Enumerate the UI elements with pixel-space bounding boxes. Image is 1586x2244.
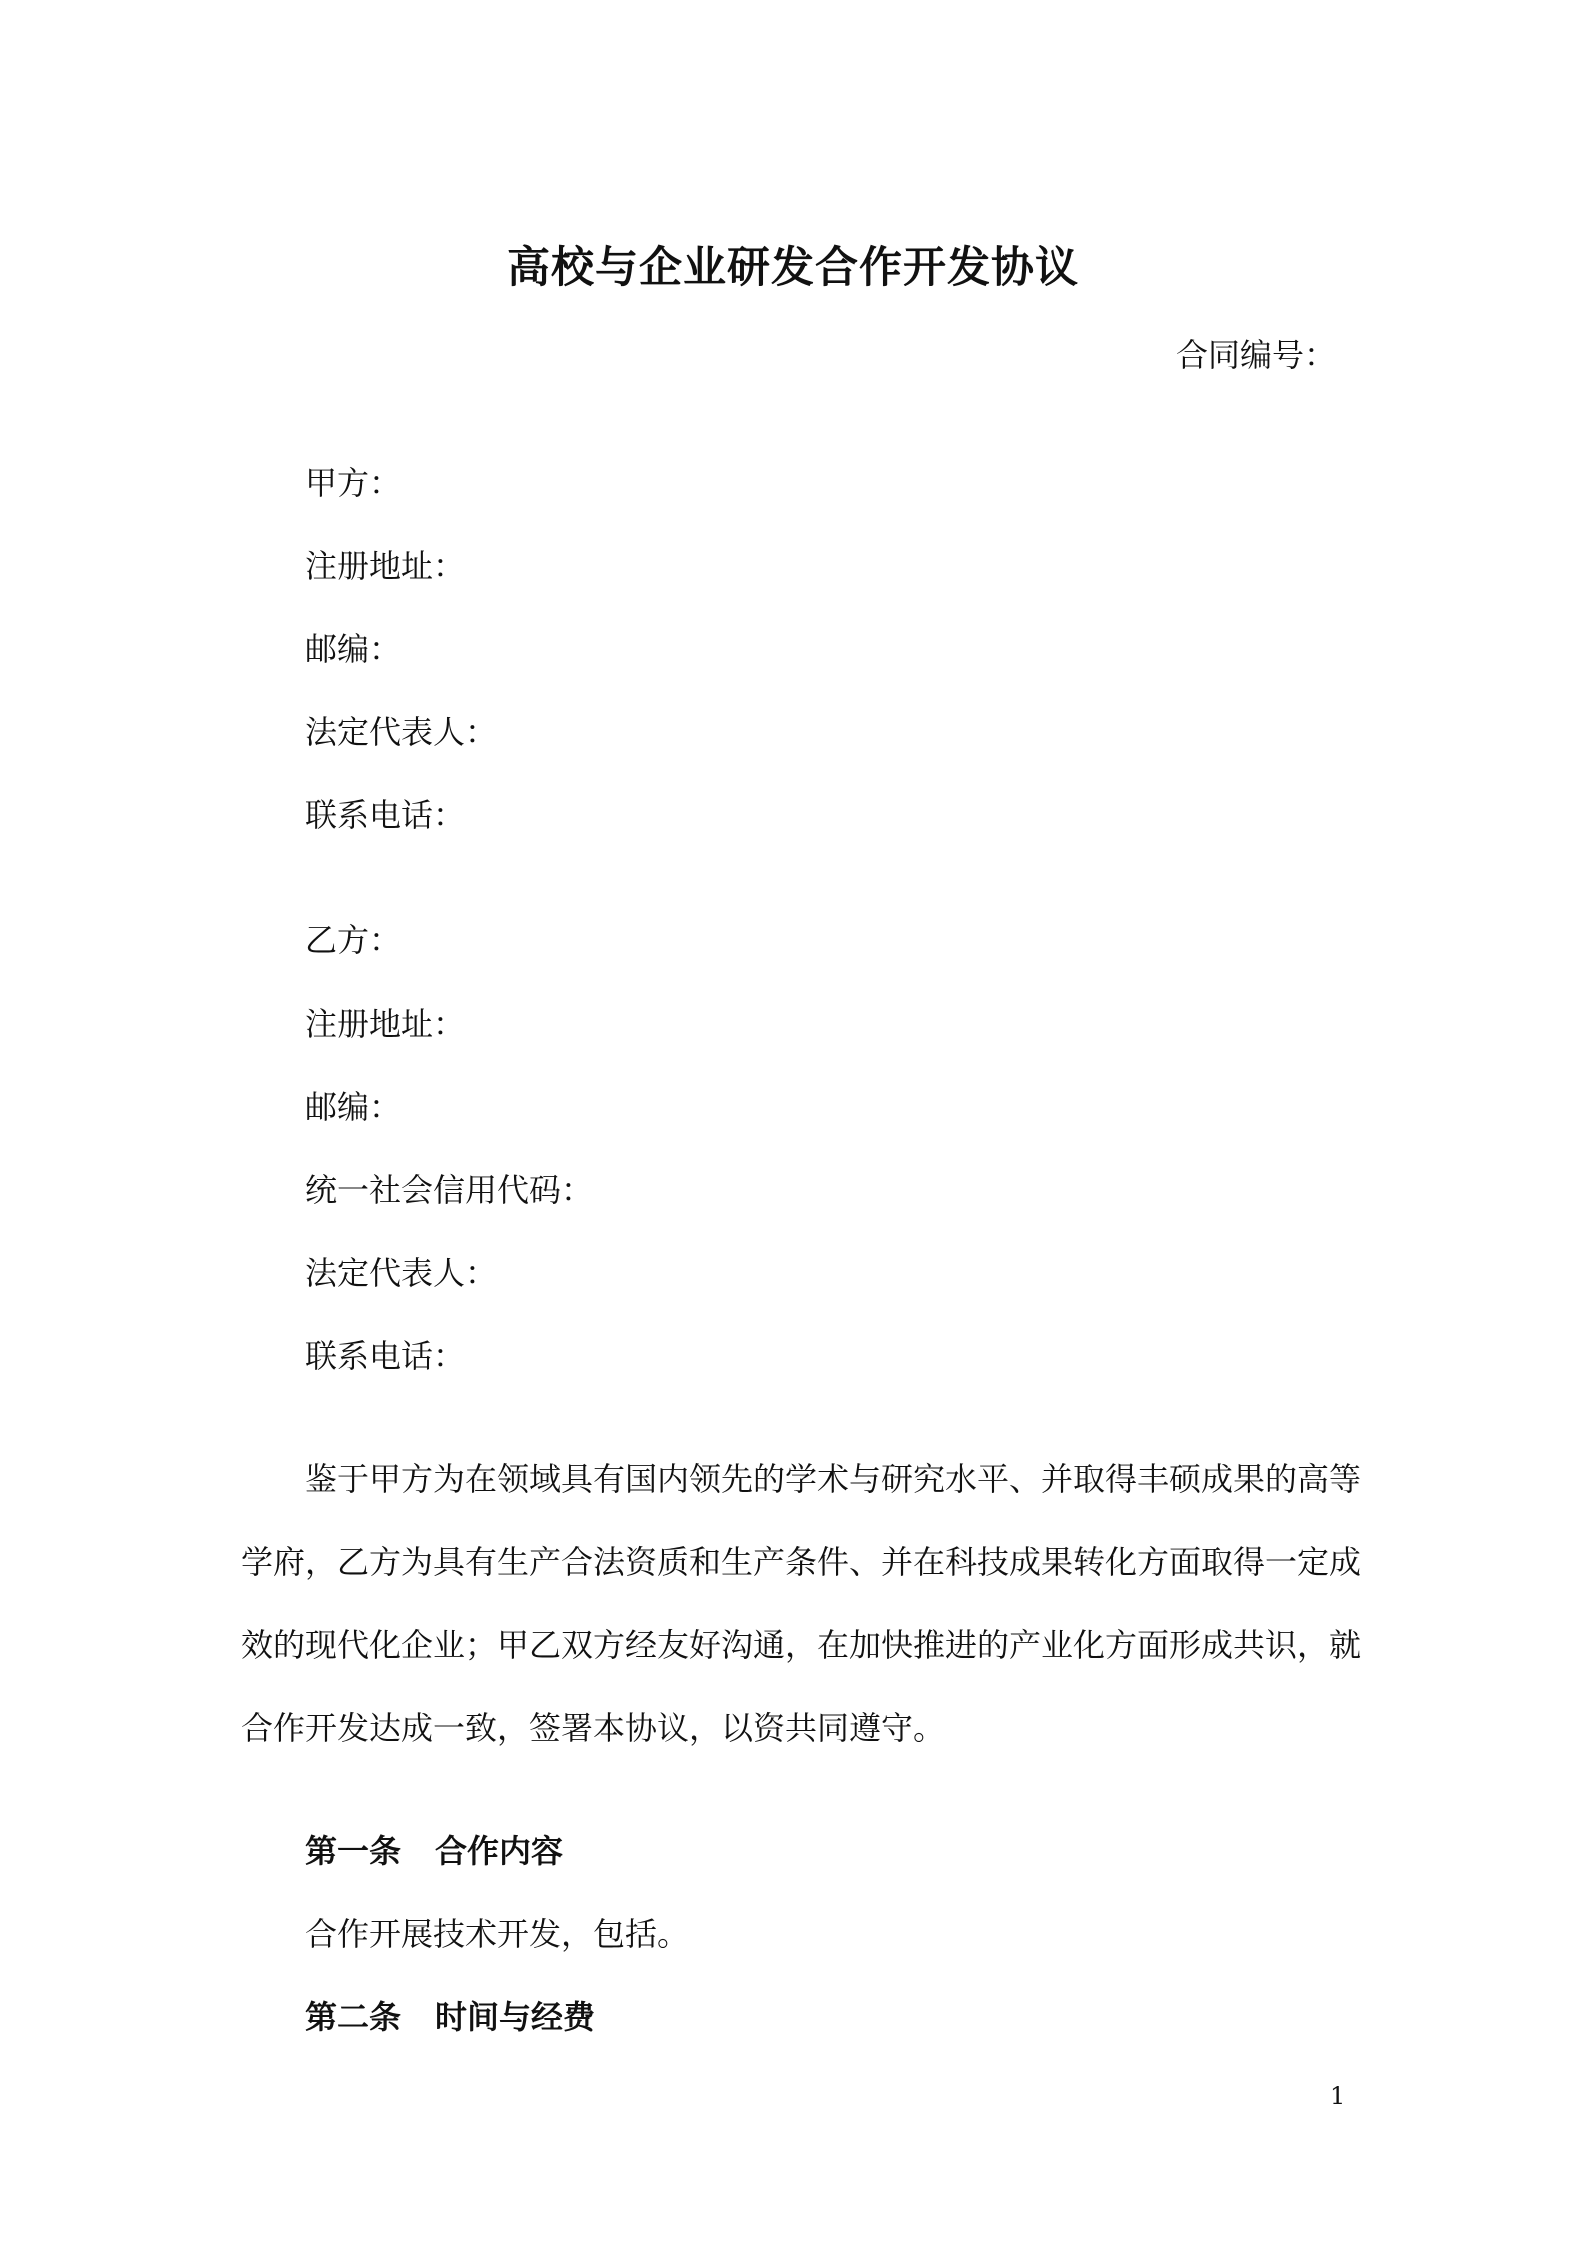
party-b-legal-rep-label: 法定代表人： xyxy=(305,1254,498,1292)
article-1-body: 合作开展技术开发，包括。 xyxy=(305,1915,690,1953)
party-a-address-label: 注册地址： xyxy=(305,547,466,585)
page-number: 1 xyxy=(1330,2082,1346,2110)
party-a-name-label: 甲方： xyxy=(305,464,402,502)
document-title: 高校与企业研发合作开发协议 xyxy=(507,243,1079,293)
party-b-address-label: 注册地址： xyxy=(305,1005,466,1043)
article-1-heading xyxy=(305,1826,563,1872)
party-b-postcode-label: 邮编： xyxy=(305,1088,402,1126)
article-2-number: 第二条 xyxy=(305,1998,402,2036)
article-2-title: 时间与经费 xyxy=(435,1998,596,2036)
article-1-number: 第一条 xyxy=(305,1832,402,1870)
party-a-legal-rep-label: 法定代表人： xyxy=(305,713,498,751)
article-2-heading xyxy=(305,1992,595,2038)
party-b-name-label: 乙方： xyxy=(305,921,402,959)
contract-number-label: 合同编号： xyxy=(1175,336,1336,374)
preamble-line: 合作开发达成一致，签署本协议，以资共同遵守。 xyxy=(241,1709,946,1747)
party-b-phone-label: 联系电话： xyxy=(305,1337,466,1375)
preamble-line: 鉴于甲方为在领域具有国内领先的学术与研究水平、并取得丰硕成果的高等 xyxy=(305,1460,1362,1498)
article-1-title: 合作内容 xyxy=(435,1832,564,1870)
preamble-line: 学府，乙方为具有生产合法资质和生产条件、并在科技成果转化方面取得一定成 xyxy=(241,1543,1362,1581)
party-a-postcode-label: 邮编： xyxy=(305,630,402,668)
preamble-line: 效的现代化企业；甲乙双方经友好沟通，在加快推进的产业化方面形成共识，就 xyxy=(241,1626,1362,1664)
party-a-phone-label: 联系电话： xyxy=(305,796,466,834)
party-b-credit-code-label: 统一社会信用代码： xyxy=(305,1171,594,1209)
